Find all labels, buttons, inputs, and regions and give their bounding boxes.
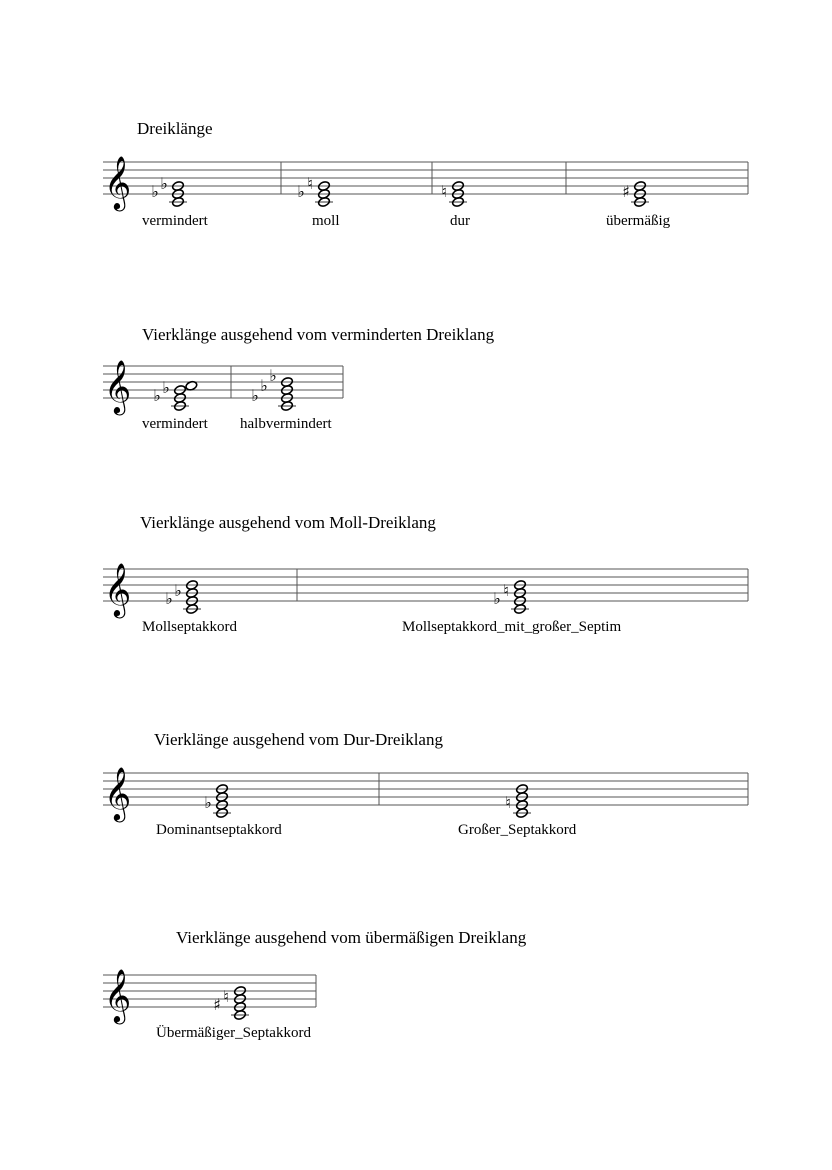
section-5-heading: Vierklänge ausgehend vom übermäßigen Dreiklang xyxy=(176,928,527,947)
staff-1-chord-1-flat-icon: ♭ xyxy=(160,174,168,193)
staff-2-chord-1-flat-icon: ♭ xyxy=(153,386,161,405)
section-1-label-3: dur xyxy=(450,213,470,229)
staff-3-chord-1-flat-icon: ♭ xyxy=(174,581,182,600)
staff-1-chord-2-natural-icon: ♮ xyxy=(307,174,313,193)
staff-3-chord-1-flat-icon: ♭ xyxy=(165,589,173,608)
section-4-heading: Vierklänge ausgehend vom Dur-Dreiklang xyxy=(154,730,443,749)
staff-4-chord-2-natural-icon: ♮ xyxy=(505,793,511,812)
staff-1-chord-2-flat-icon: ♭ xyxy=(297,182,305,201)
staff-2-chord-2-flat-icon: ♭ xyxy=(269,366,277,385)
section-2-label-1: vermindert xyxy=(142,416,208,432)
section-2-heading: Vierklänge ausgehend vom verminderten Dreiklang xyxy=(142,325,495,344)
section-1-heading: Dreiklänge xyxy=(137,119,213,138)
staff-4-chord-1-flat-icon: ♭ xyxy=(204,793,212,812)
staff-5-chord-1-natural-icon: ♮ xyxy=(223,987,229,1006)
staff-1-chord-3-natural-icon: ♮ xyxy=(441,182,447,201)
section-4-label-1: Dominantseptakkord xyxy=(156,822,282,838)
section-3-label-1: Mollseptakkord xyxy=(142,619,237,635)
staff-3-treble-clef-icon: 𝄞 xyxy=(104,562,132,616)
staff-1-chord-4-sharp-icon: ♯ xyxy=(622,182,630,201)
staff-2-treble-clef-icon: 𝄞 xyxy=(104,359,132,413)
staff-3-chord-2-natural-icon: ♮ xyxy=(503,581,509,600)
section-1-label-2: moll xyxy=(312,213,340,229)
staff-5-chord-1-sharp-icon: ♯ xyxy=(213,995,221,1014)
section-3-label-2: Mollseptakkord_mit_großer_Septim xyxy=(402,619,622,635)
staff-2-chord-2-flat-icon: ♭ xyxy=(251,386,259,405)
section-2-label-2: halbvermindert xyxy=(240,416,332,432)
section-5-label-1: Übermäßiger_Septakkord xyxy=(156,1025,311,1041)
staff-1-treble-clef-icon: 𝄞 xyxy=(104,155,132,209)
staff-3-chord-2-flat-icon: ♭ xyxy=(493,589,501,608)
section-1-label-1: vermindert xyxy=(142,213,208,229)
staff-1-chord-1-flat-icon: ♭ xyxy=(151,182,159,201)
section-3-heading: Vierklänge ausgehend vom Moll-Dreiklang xyxy=(140,513,436,532)
staff-4-treble-clef-icon: 𝄞 xyxy=(104,766,132,820)
staff-5-treble-clef-icon: 𝄞 xyxy=(104,968,132,1022)
section-4-label-2: Großer_Septakkord xyxy=(458,822,577,838)
staff-2-chord-1-flat-icon: ♭ xyxy=(162,378,170,397)
section-1-label-4: übermäßig xyxy=(606,213,671,229)
staff-2-chord-2-flat-icon: ♭ xyxy=(260,376,268,395)
